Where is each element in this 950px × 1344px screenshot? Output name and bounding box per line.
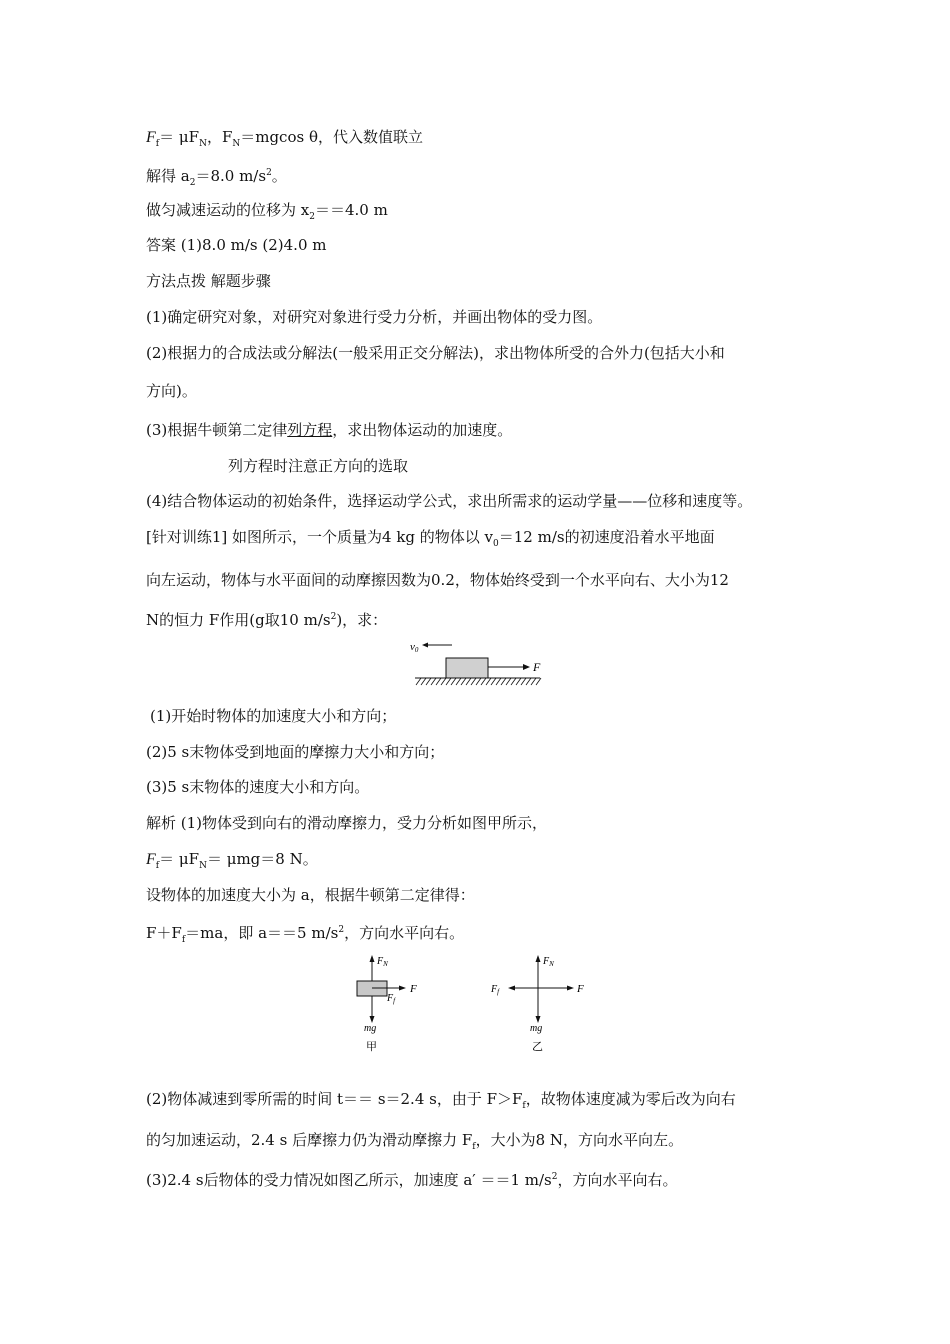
- text-line: N的恒力 F作用(g取10 $m/s^2$)，求：: [146, 611, 388, 629]
- answer-line: 答案 (1)8.0 m/s (2)4.0 m: [146, 236, 327, 254]
- gravity-label: mg: [530, 1023, 543, 1034]
- text-line: 解得 $a_2=8.0$ $m/s^2$。: [146, 167, 287, 188]
- diagram-yi: [490, 955, 584, 1053]
- friction-label: $F_f$: [387, 993, 396, 1005]
- question-1: (1)开始时物体的加速度大小和方向；: [150, 707, 397, 725]
- text-line: (4)结合物体运动的初始条件，选择运动学公式，求出所需求的运动学量——位移和速度等。: [146, 492, 753, 510]
- solution-line: 解析 (1)物体受到向右的滑动摩擦力，受力分析如图甲所示，: [146, 814, 548, 832]
- text-line: [针对训练1] 如图所示，一个质量为4 kg 的物体以 $v_0=12$ m/s的初速度沿着水平地面: [146, 528, 715, 549]
- diagram-jia: [357, 955, 417, 1053]
- text-line: 向左运动，物体与水平面间的动摩擦因数为0.2，物体始终受到一个水平向右、大小为12: [146, 571, 729, 589]
- caption-jia: 甲: [366, 1041, 377, 1053]
- text-line: (3)根据牛顿第二定律列方程，求出物体运动的加速度。: [146, 421, 513, 439]
- text-line: $F_f= \mu F_N$，$F_N=mgcos$ θ，代入数值联立: [146, 128, 423, 149]
- question-3: (3)5 s末物体的速度大小和方向。: [146, 778, 370, 796]
- text-line: (2)根据力的合成法或分解法(一般采用正交分解法)，求出物体所受的合外力(包括大小和: [146, 344, 725, 362]
- text-line: $F_f= \mu F_N= \mu mg=8$ N。: [146, 850, 318, 871]
- text-line: (2)物体减速到零所需的时间 t＝＝ s＝2.4 s，由于 $F>F_f$，故物体速度减为零后改为向右: [146, 1090, 736, 1111]
- force-diagrams: [340, 950, 600, 1060]
- force-label: F: [410, 983, 417, 995]
- underlined-term: 列方程: [287, 421, 333, 439]
- question-2: (2)5 s末物体受到地面的摩擦力大小和方向；: [146, 743, 445, 761]
- gravity-label: mg: [364, 1023, 377, 1034]
- text-line: $F+F_f=ma$，即 a＝＝5 $m/s^2$，方向水平向右。: [146, 924, 465, 945]
- force-label: F: [577, 983, 584, 995]
- ground-hatch: [416, 678, 541, 685]
- force-arrowhead: [523, 664, 530, 670]
- note-line: 列方程时注意正方向的选取: [228, 457, 409, 475]
- text-line: 做匀减速运动的位移为 $x_2==4.0$ m: [146, 201, 388, 222]
- text-line: 的匀加速运动，2.4 s 后摩擦力仍为滑动摩擦力 $F_f$，大小为8 N，方向水平向左。: [146, 1131, 684, 1152]
- friction-label: $F_f$: [491, 984, 500, 996]
- force-label: F: [533, 660, 541, 674]
- method-heading: 方法点拨 解题步骤: [146, 272, 271, 290]
- caption-yi: 乙: [532, 1041, 543, 1053]
- text-line: 方向)。: [146, 382, 197, 400]
- v0-label: v0: [410, 641, 419, 654]
- text-line: (1)确定研究对象，对研究对象进行受力分析，并画出物体的受力图。: [146, 308, 603, 326]
- text-line: (3)2.4 s后物体的受力情况如图乙所示，加速度 a′ ＝＝1 $m/s^2$，方向水平向右。: [146, 1171, 678, 1189]
- normal-force-label: $F_N$: [377, 956, 388, 968]
- block: [446, 658, 488, 678]
- block-diagram: [400, 636, 560, 690]
- v0-arrowhead: [422, 643, 428, 648]
- text-line: 设物体的加速度大小为 a，根据牛顿第二定律得：: [146, 886, 475, 904]
- normal-force-label: $F_N$: [543, 956, 554, 968]
